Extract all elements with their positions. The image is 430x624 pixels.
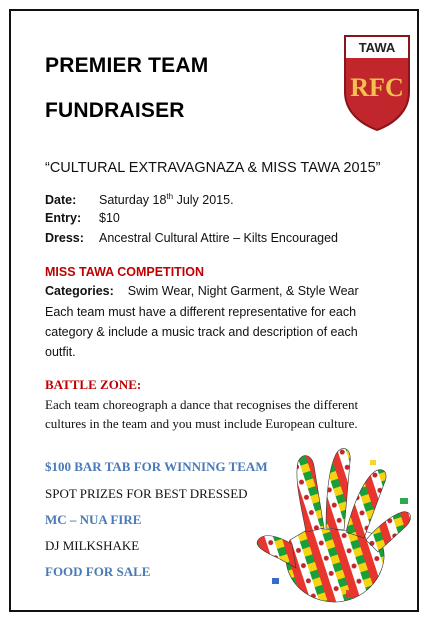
entry-label: Entry: — [45, 211, 82, 225]
logo-letters: RFC — [350, 73, 404, 102]
title-line-1: PREMIER TEAM — [45, 54, 209, 77]
mc-line: MC – NUA FIRE — [45, 512, 142, 527]
date-value-sup: th — [166, 192, 174, 201]
tawa-rfc-logo-icon — [343, 34, 411, 132]
dress-label: Dress: — [45, 231, 84, 245]
entry-row — [45, 211, 120, 225]
categories-value: Swim Wear, Night Garment, & Style Wear — [127, 284, 359, 298]
date-row — [45, 192, 234, 207]
date-value-pre: Saturday 18 — [99, 193, 167, 208]
dress-value: Ancestral Cultural Attire – Kilts Encouraged — [99, 231, 339, 245]
spot-prizes-line: SPOT PRIZES FOR BEST DRESSED — [45, 486, 248, 501]
bar-tab-line: $100 BAR TAB FOR WINNING TEAM — [45, 459, 268, 474]
logo-top-text: TAWA — [358, 40, 396, 55]
flag-hand-illustration-icon — [250, 440, 420, 610]
date-label: Date: — [45, 193, 77, 208]
battle-zone-heading: BATTLE ZONE: — [45, 377, 142, 392]
miss-tawa-body: Each team must have a different representative for each category & include a music track and description of each outfit. — [45, 305, 358, 359]
title-line-2: FUNDRAISER — [45, 99, 185, 122]
categories-row — [45, 284, 359, 298]
battle-zone-body: Each team choreograph a dance that recognises the different cultures in the team and you must include European culture. — [45, 397, 359, 431]
entry-value: $10 — [99, 211, 120, 225]
dj-line: DJ MILKSHAKE — [45, 538, 140, 553]
categories-label: Categories: — [45, 284, 114, 298]
dress-row — [45, 231, 338, 245]
event-name: “CULTURAL EXTRAVAGNAZA & MISS TAWA 2015” — [45, 160, 381, 176]
food-line: FOOD FOR SALE — [45, 564, 151, 579]
date-value-post: July 2015. — [173, 193, 234, 208]
miss-tawa-heading: MISS TAWA COMPETITION — [45, 265, 205, 279]
